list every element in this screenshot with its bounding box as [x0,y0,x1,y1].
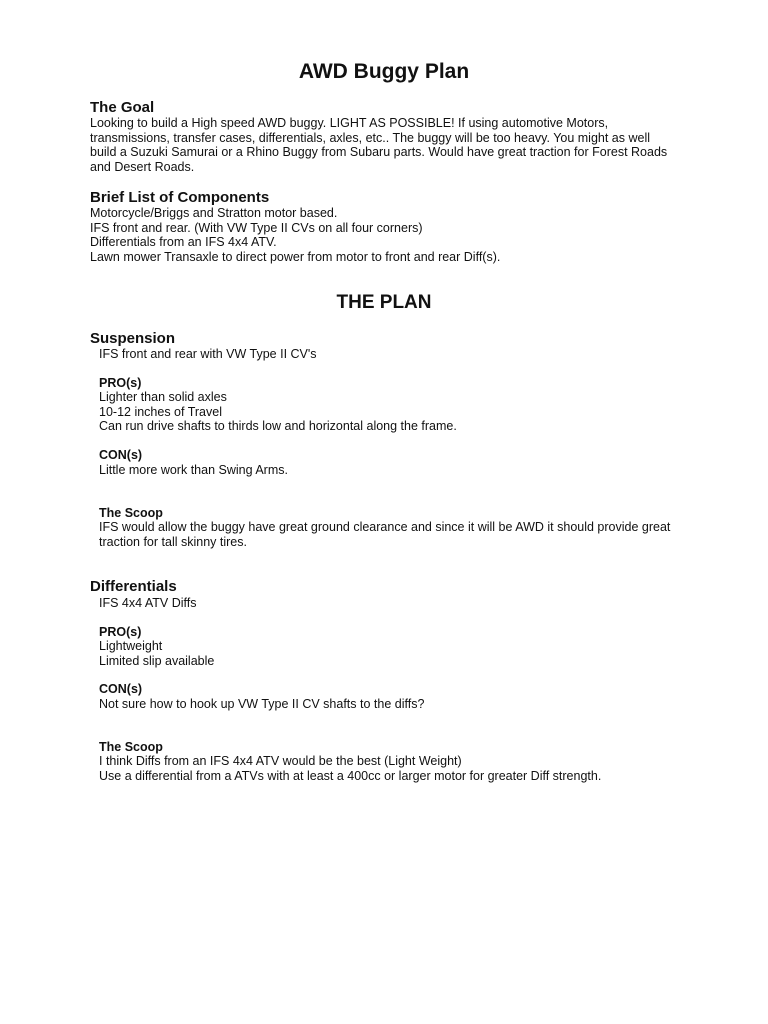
goal-line: and Desert Roads. [90,159,195,174]
pro-item: Limited slip available [99,653,215,668]
suspension-intro: IFS front and rear with VW Type II CV's [99,347,317,361]
differentials-intro: IFS 4x4 ATV Diffs [99,596,197,610]
con-item: Not sure how to hook up VW Type II CV shafts to the diffs? [99,697,425,711]
pro-item: Lightweight [99,639,163,653]
components-list [90,206,500,264]
differentials-scoop-text [99,754,601,783]
goal-line: build a Suzuki Samurai or a Rhino Buggy from Subaru parts. Would have great traction for Forest Roads [90,145,668,160]
con-item: Little more work than Swing Arms. [99,463,288,477]
plan-title: THE PLAN [336,292,432,313]
component-item: Lawn mower Transaxle to direct power from motor to front and rear Diff(s). [90,249,501,264]
components-heading: Brief List of Components [90,189,270,206]
component-item: Differentials from an IFS 4x4 ATV. [90,235,277,250]
suspension-scoop-heading: The Scoop [99,506,163,520]
scoop-line: I think Diffs from an IFS 4x4 ATV would be the best (Light Weight) [99,754,462,768]
goal-line: Looking to build a High speed AWD buggy. LIGHT AS POSSIBLE! If using automotive Motors, [90,116,609,130]
suspension-cons-heading: CON(s) [99,448,143,462]
pro-item: Lighter than solid axles [99,390,227,404]
component-item: IFS front and rear. (With VW Type II CVs on all four corners) [90,220,423,235]
scoop-line: Use a differential from a ATVs with at least a 400cc or larger motor for greater Diff strength. [99,768,602,783]
suspension-cons-list [99,463,288,478]
component-item: Motorcycle/Briggs and Stratton motor based. [90,206,338,220]
differentials-pros-heading: PRO(s) [99,625,142,639]
differentials-pros-list [99,639,214,668]
suspension-pros-heading: PRO(s) [99,376,142,390]
scoop-line: IFS would allow the buggy have great ground clearance and since it will be AWD it should provide great [99,520,671,534]
goal-heading: The Goal [90,99,155,116]
suspension-heading: Suspension [90,330,176,347]
document-title: AWD Buggy Plan [298,60,470,83]
differentials-scoop-heading: The Scoop [99,740,163,754]
scoop-line: traction for tall skinny tires. [99,534,247,549]
differentials-cons-list [99,697,424,712]
differentials-heading: Differentials [90,578,177,595]
pro-item: Can run drive shafts to thirds low and horizontal along the frame. [99,419,457,434]
suspension-scoop-text [99,520,670,549]
goal-line: transmissions, transfer cases, differentials, axles, etc.. The buggy will be too heavy. You might as well [90,130,651,145]
differentials-cons-heading: CON(s) [99,682,143,696]
pro-item: 10-12 inches of Travel [99,404,222,419]
suspension-pros-list [99,390,457,434]
goal-paragraph [90,116,667,174]
